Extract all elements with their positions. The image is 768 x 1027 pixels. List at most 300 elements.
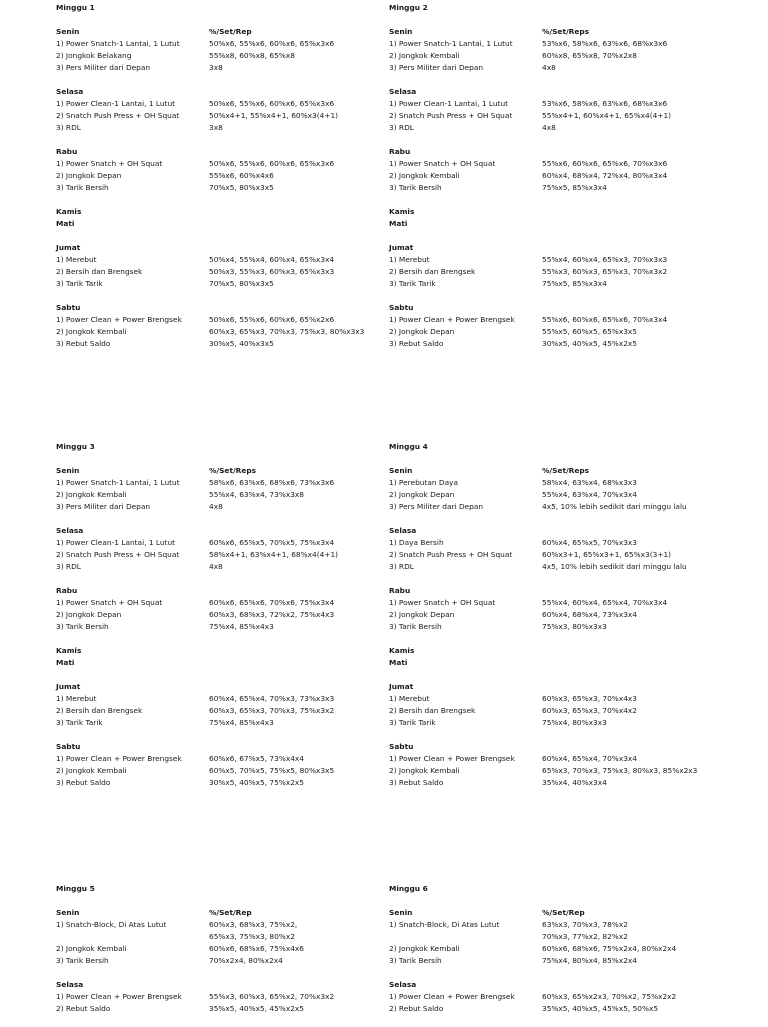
week-title: Minggu 1	[56, 3, 95, 12]
exercise-prescription: 55%x4+1, 60%x4+1, 65%x4(4+1)	[542, 111, 672, 120]
exercise-row	[389, 777, 719, 789]
day-header-row	[389, 525, 719, 537]
exercise-name: 1) Power Clean + Power Brengsek	[389, 992, 515, 1001]
day-name: Rabu	[56, 147, 78, 156]
day-name: Sabtu	[389, 742, 414, 751]
exercise-name: 1) Power Snatch-1 Lantai, 1 Lutut	[389, 39, 513, 48]
day-name: Senin	[56, 466, 80, 475]
exercise-row	[389, 765, 719, 777]
exercise-row	[389, 597, 719, 609]
exercise-prescription: 70%x2x4, 80%x2x4	[209, 956, 283, 965]
exercise-prescription: 60%x8, 65%x8, 70%x2x8	[542, 51, 637, 60]
exercise-name: 2) Jongkok Kembali	[389, 944, 460, 953]
exercise-prescription: 60%x6, 68%x6, 75%x2x4, 80%x2x4	[542, 944, 677, 953]
exercise-name: 1) Merebut	[389, 694, 430, 703]
exercise-row	[389, 278, 719, 290]
exercise-prescription: 30%x5, 40%x5, 45%x2x5	[542, 339, 637, 348]
exercise-row	[56, 919, 386, 931]
exercise-prescription: 58%x4, 63%x4, 68%x3x3	[542, 478, 637, 487]
day-section	[389, 86, 719, 134]
exercise-name: 1) Snatch-Block, Di Atas Lutut	[389, 920, 500, 929]
week-title: Minggu 5	[56, 884, 95, 893]
exercise-name: 2) Jongkok Kembali	[56, 766, 127, 775]
exercise-row	[389, 326, 719, 338]
day-name: Jumat	[56, 682, 81, 691]
exercise-prescription: 4x5, 10% lebih sedikit dari minggu lalu	[542, 502, 687, 511]
exercise-row	[56, 278, 386, 290]
day-section	[56, 86, 386, 134]
exercise-name: 2) Jongkok Kembali	[56, 490, 127, 499]
week-title: Minggu 4	[389, 442, 428, 451]
exercise-name: 3) Tarik Tarik	[56, 279, 103, 288]
exercise-prescription: 55%x4, 60%x4, 65%x4, 70%x3x4	[542, 598, 668, 607]
exercise-prescription: 75%x4, 85%x4x3	[209, 622, 274, 631]
exercise-row	[389, 991, 719, 1003]
day-name: Senin	[389, 908, 413, 917]
exercise-name: 2) Jongkok Depan	[389, 327, 455, 336]
rest-day-note: Mati	[389, 219, 408, 228]
week-block	[389, 441, 719, 801]
exercise-row	[389, 122, 719, 134]
exercise-row	[389, 943, 719, 955]
exercise-prescription: 50%x3, 55%x3, 60%x3, 65%x3x3	[209, 267, 335, 276]
exercise-name: 3) Rebut Saldo	[389, 339, 444, 348]
exercise-name: 2) Snatch Push Press + OH Squat	[389, 550, 513, 559]
day-section	[389, 525, 719, 573]
exercise-name: 1) Power Snatch + OH Squat	[56, 598, 163, 607]
exercise-name: 2) Jongkok Kembali	[56, 327, 127, 336]
exercise-prescription: 75%x4, 80%x4, 85%x2x4	[542, 956, 637, 965]
exercise-row	[56, 753, 386, 765]
day-header-row	[389, 302, 719, 314]
exercise-row	[389, 170, 719, 182]
exercise-name: 2) Jongkok Kembali	[389, 766, 460, 775]
exercise-name: 3) Tarik Bersih	[389, 956, 442, 965]
exercise-row	[56, 705, 386, 717]
rest-day-note: Mati	[389, 658, 408, 667]
day-section	[389, 206, 719, 230]
exercise-name: 3) Pers Militer dari Depan	[56, 63, 151, 72]
exercise-name: 1) Merebut	[56, 255, 97, 264]
week-title: Minggu 2	[389, 3, 428, 12]
exercise-prescription: 75%x4, 80%x3x3	[542, 718, 607, 727]
day-section	[56, 206, 386, 230]
exercise-prescription: 75%x3, 80%x3x3	[542, 622, 607, 631]
exercise-prescription: 70%x5, 80%x3x5	[209, 279, 274, 288]
exercise-prescription: 65%x3, 70%x3, 75%x3, 80%x3, 85%x2x3	[542, 766, 698, 775]
exercise-prescription: 75%x4, 85%x4x3	[209, 718, 274, 727]
day-header-row	[389, 741, 719, 753]
exercise-name: 3) Tarik Bersih	[389, 622, 442, 631]
exercise-row	[389, 38, 719, 50]
column-header: %/Set/Rep	[209, 908, 252, 917]
exercise-prescription: 60%x3, 68%x3, 72%x2, 75%x4x3	[209, 610, 335, 619]
exercise-row	[56, 597, 386, 609]
day-header-row	[389, 585, 719, 597]
day-header-row	[389, 465, 719, 477]
day-header-row	[389, 681, 719, 693]
exercise-row	[56, 38, 386, 50]
exercise-name: 1) Snatch-Block, Di Atas Lutut	[56, 920, 167, 929]
exercise-name: 3) Tarik Tarik	[389, 718, 436, 727]
exercise-name: 1) Power Snatch + OH Squat	[389, 598, 496, 607]
exercise-row	[56, 489, 386, 501]
day-name: Selasa	[389, 980, 417, 989]
exercise-row	[56, 765, 386, 777]
exercise-name: 1) Power Snatch + OH Squat	[56, 159, 163, 168]
day-name: Sabtu	[389, 303, 414, 312]
exercise-prescription: 55%x6, 60%x4x6	[209, 171, 274, 180]
day-header-row	[56, 525, 386, 537]
exercise-row	[56, 991, 386, 1003]
exercise-row	[389, 50, 719, 62]
day-header-row	[56, 146, 386, 158]
exercise-prescription: 60%x4, 65%x4, 70%x3, 73%x3x3	[209, 694, 335, 703]
exercise-row	[56, 549, 386, 561]
exercise-name: 2) Bersih dan Brengsek	[56, 267, 143, 276]
exercise-prescription: 50%x6, 55%x6, 60%x6, 65%x3x6	[209, 159, 335, 168]
exercise-row	[389, 549, 719, 561]
exercise-row	[389, 1003, 719, 1015]
exercise-row	[389, 753, 719, 765]
day-section	[389, 302, 719, 350]
exercise-row	[389, 338, 719, 350]
day-name: Rabu	[389, 586, 411, 595]
exercise-row	[56, 943, 386, 955]
exercise-name: 1) Power Clean-1 Lantai, 1 Lutut	[56, 99, 176, 108]
exercise-prescription: 60%x4, 68%x4, 73%x3x4	[542, 610, 637, 619]
exercise-row	[56, 609, 386, 621]
exercise-name: 1) Power Snatch-1 Lantai, 1 Lutut	[56, 478, 180, 487]
exercise-prescription: 58%x4+1, 63%x4+1, 68%x4(4+1)	[209, 550, 339, 559]
day-header-row	[389, 242, 719, 254]
exercise-name: 1) Perebutan Daya	[389, 478, 459, 487]
exercise-prescription: 55%x8, 60%x8, 65%x8	[209, 51, 295, 60]
exercise-prescription: 50%x6, 55%x6, 60%x6, 65%x2x6	[209, 315, 335, 324]
exercise-name: 2) Jongkok Depan	[389, 490, 455, 499]
day-header-row	[56, 585, 386, 597]
exercise-name: 2) Rebut Saldo	[56, 1004, 111, 1013]
day-name: Sabtu	[56, 303, 81, 312]
exercise-prescription: 50%x4, 55%x4, 60%x4, 65%x3x4	[209, 255, 335, 264]
day-header-row	[389, 146, 719, 158]
exercise-prescription: 60%x3, 65%x3, 70%x4x3	[542, 694, 637, 703]
exercise-prescription: 60%x6, 67%x5, 73%x4x4	[209, 754, 304, 763]
day-header-row	[56, 206, 386, 218]
exercise-prescription: 55%x3, 60%x3, 65%x3, 70%x3x2	[542, 267, 668, 276]
exercise-name: 2) Jongkok Depan	[56, 171, 122, 180]
exercise-row	[389, 609, 719, 621]
day-header-row	[389, 907, 719, 919]
exercise-name: 3) Pers Militer dari Depan	[389, 502, 484, 511]
exercise-prescription: 55%x6, 60%x6, 65%x6, 70%x3x6	[542, 159, 668, 168]
day-section	[56, 907, 386, 967]
column-header: %/Set/Reps	[542, 27, 590, 36]
exercise-prescription: 30%x5, 40%x3x5	[209, 339, 274, 348]
exercise-prescription: 70%x5, 80%x3x5	[209, 183, 274, 192]
exercise-prescription: 35%x5, 40%x5, 45%x2x5	[209, 1004, 304, 1013]
rest-day-note: Mati	[56, 219, 75, 228]
exercise-row	[389, 717, 719, 729]
day-section	[56, 302, 386, 350]
day-header-row	[56, 86, 386, 98]
exercise-prescription: 55%x3, 60%x3, 65%x2, 70%x3x2	[209, 992, 335, 1001]
day-section	[56, 741, 386, 789]
day-section	[56, 525, 386, 573]
exercise-prescription: 60%x3, 65%x3, 70%x3, 75%x3x2	[209, 706, 335, 715]
exercise-prescription: 60%x4, 68%x4, 72%x4, 80%x3x4	[542, 171, 668, 180]
exercise-row	[56, 955, 386, 967]
exercise-prescription: 58%x6, 63%x6, 68%x6, 73%x3x6	[209, 478, 335, 487]
exercise-name: 2) Bersih dan Brengsek	[56, 706, 143, 715]
day-name: Rabu	[389, 147, 411, 156]
day-name: Selasa	[56, 526, 84, 535]
exercise-row	[56, 561, 386, 573]
day-section	[56, 645, 386, 669]
exercise-prescription: 55%x4, 63%x4, 70%x3x4	[542, 490, 637, 499]
day-header-row	[56, 741, 386, 753]
exercise-name: 2) Bersih dan Brengsek	[389, 706, 476, 715]
exercise-prescription: 65%x3, 75%x3, 80%x2	[209, 932, 295, 941]
exercise-row	[56, 931, 386, 943]
day-section	[389, 681, 719, 729]
day-section	[389, 465, 719, 513]
exercise-name: 1) Power Clean-1 Lantai, 1 Lutut	[56, 538, 176, 547]
day-header-row	[389, 206, 719, 218]
exercise-prescription: 60%x4, 65%x5, 70%x3x3	[542, 538, 637, 547]
day-name: Kamis	[389, 646, 415, 655]
exercise-row	[56, 1003, 386, 1015]
week-block	[56, 2, 386, 362]
exercise-prescription: 55%x4, 60%x4, 65%x3, 70%x3x3	[542, 255, 668, 264]
exercise-prescription: 50%x6, 55%x6, 60%x6, 65%x3x6	[209, 39, 335, 48]
exercise-name: 3) Rebut Saldo	[56, 339, 111, 348]
week-block	[389, 2, 719, 362]
exercise-row	[389, 62, 719, 74]
exercise-row	[389, 501, 719, 513]
exercise-name: 2) Rebut Saldo	[389, 1004, 444, 1013]
exercise-name: 1) Power Snatch-1 Lantai, 1 Lutut	[56, 39, 180, 48]
exercise-prescription: 60%x6, 68%x6, 75%x4x6	[209, 944, 304, 953]
exercise-prescription: 4x8	[542, 63, 556, 72]
day-section	[389, 907, 719, 967]
exercise-prescription: 60%x6, 65%x6, 70%x6, 75%x3x4	[209, 598, 335, 607]
day-header-row	[389, 979, 719, 991]
exercise-row	[56, 182, 386, 194]
exercise-prescription: 50%x4+1, 55%x4+1, 60%x3(4+1)	[209, 111, 339, 120]
day-section	[56, 465, 386, 513]
exercise-row	[56, 314, 386, 326]
day-section	[56, 585, 386, 633]
exercise-prescription: 35%x5, 40%x5, 45%x5, 50%x5	[542, 1004, 659, 1013]
day-section	[56, 979, 386, 1015]
day-name: Senin	[389, 466, 413, 475]
exercise-prescription: 55%x5, 60%x5, 65%x3x5	[542, 327, 637, 336]
exercise-name: 1) Power Clean + Power Brengsek	[389, 754, 515, 763]
exercise-prescription: 75%x5, 85%x3x4	[542, 279, 607, 288]
column-header: %/Set/Rep	[542, 908, 585, 917]
exercise-row	[389, 254, 719, 266]
exercise-row	[389, 98, 719, 110]
exercise-prescription: 60%x3+1, 65%x3+1, 65%x3(3+1)	[542, 550, 672, 559]
exercise-row	[389, 477, 719, 489]
exercise-prescription: 4x5, 10% lebih sedikit dari minggu lalu	[542, 562, 687, 571]
exercise-row	[56, 266, 386, 278]
exercise-name: 2) Snatch Push Press + OH Squat	[56, 111, 180, 120]
day-header-row	[56, 979, 386, 991]
exercise-name: 3) RDL	[389, 123, 414, 132]
exercise-row	[56, 338, 386, 350]
exercise-row	[389, 537, 719, 549]
exercise-name: 3) Tarik Tarik	[389, 279, 436, 288]
exercise-row	[56, 621, 386, 633]
exercise-name: 3) Tarik Tarik	[56, 718, 103, 727]
rest-day-note: Mati	[56, 658, 75, 667]
day-name: Selasa	[56, 980, 84, 989]
exercise-prescription: 60%x4, 65%x4, 70%x3x4	[542, 754, 637, 763]
day-section	[389, 146, 719, 194]
exercise-prescription: 75%x5, 85%x3x4	[542, 183, 607, 192]
exercise-prescription: 55%x4, 63%x4, 73%x3x8	[209, 490, 304, 499]
exercise-prescription: 30%x5, 40%x5, 75%x2x5	[209, 778, 304, 787]
exercise-row	[56, 537, 386, 549]
exercise-name: 3) RDL	[56, 123, 81, 132]
day-name: Jumat	[389, 243, 414, 252]
exercise-name: 1) Power Clean + Power Brengsek	[56, 754, 182, 763]
exercise-row	[389, 110, 719, 122]
exercise-prescription: 3x8	[209, 63, 223, 72]
day-section	[389, 26, 719, 74]
exercise-prescription: 35%x4, 40%x3x4	[542, 778, 607, 787]
exercise-row	[56, 693, 386, 705]
exercise-row	[389, 705, 719, 717]
exercise-row	[56, 170, 386, 182]
exercise-row	[56, 477, 386, 489]
exercise-name: 1) Merebut	[56, 694, 97, 703]
exercise-prescription: 53%x6, 58%x6, 63%x6, 68%x3x6	[542, 39, 668, 48]
exercise-name: 2) Jongkok Kembali	[389, 51, 460, 60]
day-name: Selasa	[389, 87, 417, 96]
day-header-row	[56, 645, 386, 657]
exercise-prescription: 60%x5, 70%x5, 75%x5, 80%x3x5	[209, 766, 335, 775]
column-header: %/Set/Reps	[209, 466, 257, 475]
exercise-name: 1) Power Clean-1 Lantai, 1 Lutut	[389, 99, 509, 108]
exercise-prescription: 70%x3, 77%x2, 82%x2	[542, 932, 628, 941]
day-header-row	[56, 242, 386, 254]
exercise-row	[389, 621, 719, 633]
exercise-row	[389, 158, 719, 170]
exercise-row	[389, 931, 719, 943]
exercise-prescription: 53%x6, 58%x6, 63%x6, 68%x3x6	[542, 99, 668, 108]
exercise-prescription: 60%x3, 65%x3, 70%x4x2	[542, 706, 637, 715]
exercise-name: 2) Bersih dan Brengsek	[389, 267, 476, 276]
exercise-name: 3) Rebut Saldo	[56, 778, 111, 787]
exercise-prescription: 4x8	[209, 502, 223, 511]
day-name: Selasa	[389, 526, 417, 535]
day-section	[56, 681, 386, 729]
exercise-prescription: 3x8	[209, 123, 223, 132]
exercise-row	[56, 110, 386, 122]
day-header-row	[56, 465, 386, 477]
day-section	[56, 26, 386, 74]
exercise-row	[56, 158, 386, 170]
exercise-prescription: 55%x6, 60%x6, 65%x6, 70%x3x4	[542, 315, 668, 324]
day-header-row	[56, 681, 386, 693]
exercise-row	[56, 50, 386, 62]
exercise-row	[389, 919, 719, 931]
day-name: Sabtu	[56, 742, 81, 751]
day-name: Selasa	[56, 87, 84, 96]
day-name: Rabu	[56, 586, 78, 595]
exercise-name: 2) Jongkok Belakang	[56, 51, 132, 60]
exercise-name: 2) Jongkok Depan	[56, 610, 122, 619]
exercise-name: 3) RDL	[389, 562, 414, 571]
exercise-name: 2) Snatch Push Press + OH Squat	[389, 111, 513, 120]
exercise-row	[56, 326, 386, 338]
column-header: %/Set/Reps	[542, 466, 590, 475]
column-header: %/Set/Rep	[209, 27, 252, 36]
week-title: Minggu 3	[56, 442, 95, 451]
day-section	[389, 242, 719, 290]
exercise-name: 2) Snatch Push Press + OH Squat	[56, 550, 180, 559]
exercise-row	[56, 254, 386, 266]
exercise-name: 3) Tarik Bersih	[56, 622, 109, 631]
exercise-name: 3) Tarik Bersih	[389, 183, 442, 192]
exercise-name: 1) Daya Bersih	[389, 538, 444, 547]
exercise-name: 2) Jongkok Depan	[389, 610, 455, 619]
exercise-name: 3) Pers Militer dari Depan	[56, 502, 151, 511]
exercise-name: 2) Jongkok Kembali	[389, 171, 460, 180]
exercise-name: 1) Power Clean + Power Brengsek	[56, 315, 182, 324]
day-name: Kamis	[56, 646, 82, 655]
exercise-prescription: 60%x3, 65%x3, 70%x3, 75%x3, 80%x3x3	[209, 327, 365, 336]
exercise-row	[389, 266, 719, 278]
day-section	[56, 242, 386, 290]
day-header-row	[389, 26, 719, 38]
exercise-row	[389, 489, 719, 501]
day-name: Senin	[56, 908, 80, 917]
day-section	[389, 979, 719, 1015]
day-name: Kamis	[389, 207, 415, 216]
exercise-row	[56, 62, 386, 74]
day-name: Jumat	[389, 682, 414, 691]
exercise-name: 1) Power Clean + Power Brengsek	[389, 315, 515, 324]
exercise-row	[389, 182, 719, 194]
exercise-name: 2) Jongkok Kembali	[56, 944, 127, 953]
day-header-row	[389, 645, 719, 657]
day-header-row	[56, 26, 386, 38]
exercise-prescription: 50%x6, 55%x6, 60%x6, 65%x3x6	[209, 99, 335, 108]
day-name: Kamis	[56, 207, 82, 216]
exercise-row	[56, 98, 386, 110]
exercise-prescription: 60%x3, 65%x2x3, 70%x2, 75%x2x2	[542, 992, 677, 1001]
week-block	[56, 883, 386, 1027]
day-section	[389, 741, 719, 789]
exercise-name: 3) RDL	[56, 562, 81, 571]
day-header-row	[389, 86, 719, 98]
day-name: Senin	[56, 27, 80, 36]
day-header-row	[56, 302, 386, 314]
week-block	[389, 883, 719, 1027]
exercise-name: 3) Pers Militer dari Depan	[389, 63, 484, 72]
exercise-row	[389, 314, 719, 326]
exercise-prescription: 63%x3, 70%x3, 78%x2	[542, 920, 628, 929]
week-title: Minggu 6	[389, 884, 428, 893]
day-section	[389, 585, 719, 633]
exercise-name: 1) Power Snatch + OH Squat	[389, 159, 496, 168]
exercise-row	[56, 777, 386, 789]
exercise-row	[56, 501, 386, 513]
